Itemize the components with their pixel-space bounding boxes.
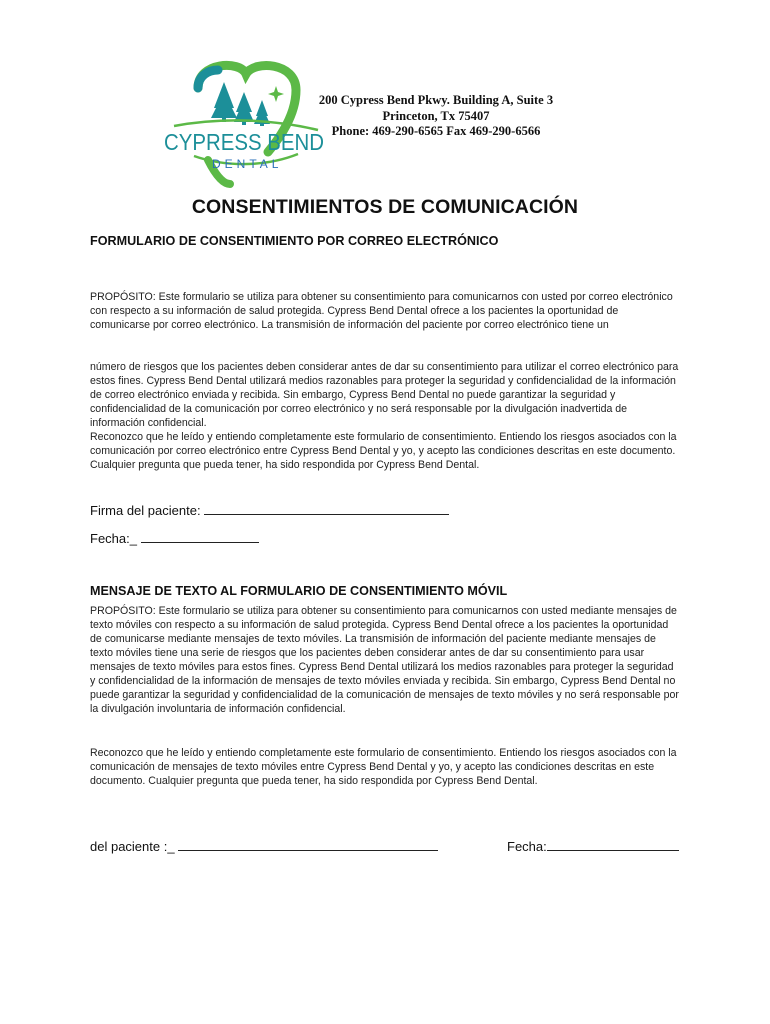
email-signature-label: Firma del paciente: xyxy=(90,503,205,518)
email-date-line[interactable] xyxy=(141,530,259,543)
email-signature-field[interactable] xyxy=(90,502,449,518)
practice-address xyxy=(306,93,566,140)
sms-purpose-paragraph: PROPÓSITO: Este formulario se utiliza para obtener su consentimiento para comunicarnos con usted mediante mensajes de texto móviles con respecto a su información de salud protegida. Cypress Bend Dental ofrece a los pacientes la oportunidad de comunicarse mediante mensajes de texto móviles. La transmisión de información del paciente mediante mensajes de texto móviles tiene una serie de riesgos que los pacientes deben considerar antes de dar su consentimiento para usar mensajes de texto móviles para estos fines. Cypress Bend Dental utilizará los medios razonables para proteger la seguridad y confidencialidad de la información de mensajes de texto móviles enviada y recibida. Sin embargo, Cypress Bend Dental no puede garantizar la seguridad y confidencialidad de la comunicación de mensajes de texto móviles y no será responsable por la divulgación involuntaria de información confidencial. xyxy=(90,605,679,715)
address-phone-fax: Phone: 469-290-6565 Fax 469-290-6566 xyxy=(331,124,541,138)
address-street: 200 Cypress Bend Pkwy. Building A, Suite 3 xyxy=(318,93,554,107)
email-consent-heading: FORMULARIO DE CONSENTIMIENTO POR CORREO ELECTRÓNICO xyxy=(90,234,499,248)
email-signature-line[interactable] xyxy=(204,502,449,515)
sms-date-label: Fecha: xyxy=(507,839,547,854)
address-city: Princeton, Tx 75407 xyxy=(382,108,490,123)
email-date-label: Fecha:_ xyxy=(90,531,141,546)
logo-brand-sub: DENTAL xyxy=(212,157,283,171)
sms-date-field[interactable] xyxy=(507,838,679,854)
sms-date-line[interactable] xyxy=(547,838,679,851)
sms-acknowledgement-paragraph: Reconozco que he leído y entiendo completamente este formulario de consentimiento. Entiendo los riesgos asociados con la comunicación de mensajes de texto móviles entre Cypress Bend Dental y yo, y acepto las condiciones descritas en este documento. Cualquier pregunta que pueda tener, ha sido respondida por Cypress Bend Dental. xyxy=(90,747,677,787)
email-acknowledgement-paragraph: Reconozco que he leído y entiendo completamente este formulario de consentimiento. Entiendo los riesgos asociados con la comunicación por correo electrónico entre Cypress Bend Dental y yo, y acepto las condiciones descritas en este documento. Cualquier pregunta que pueda tener, ha sido respondida por Cypress Bend Dental. xyxy=(90,431,677,471)
sms-consent-heading: MENSAJE DE TEXTO AL FORMULARIO DE CONSENTIMIENTO MÓVIL xyxy=(90,584,508,598)
email-purpose-paragraph: PROPÓSITO: Este formulario se utiliza para obtener su consentimiento para comunicarnos con usted por correo electrónico con respecto a su información de salud protegida. Cypress Bend Dental ofrece a los pacientes la oportunidad de comunicarse por correo electrónico. La transmisión de información del paciente por correo electrónico tiene un xyxy=(90,291,673,331)
page-title: CONSENTIMIENTOS DE COMUNICACIÓN xyxy=(191,196,579,218)
sms-signature-field[interactable] xyxy=(90,838,438,854)
sms-signature-line[interactable] xyxy=(178,838,438,851)
email-date-field[interactable] xyxy=(90,530,259,546)
logo-brand-name: CYPRESS BEND xyxy=(164,129,324,155)
sms-signature-label: del paciente :_ xyxy=(90,839,179,854)
cypress-bend-dental-logo xyxy=(158,56,328,188)
email-risks-paragraph: número de riesgos que los pacientes deben considerar antes de dar su consentimiento para utilizar el correo electrónico para estos fines. Cypress Bend Dental utilizará medios razonables para proteger la seguridad y confidencialidad de la información de correo electrónico enviada y recibida. Sin embargo, Cypress Bend Dental no puede garantizar la seguridad y confidencialidad de la comunicación por correo electrónico y no será responsable por la divulgación inadvertida de información confidencial. xyxy=(90,361,679,429)
